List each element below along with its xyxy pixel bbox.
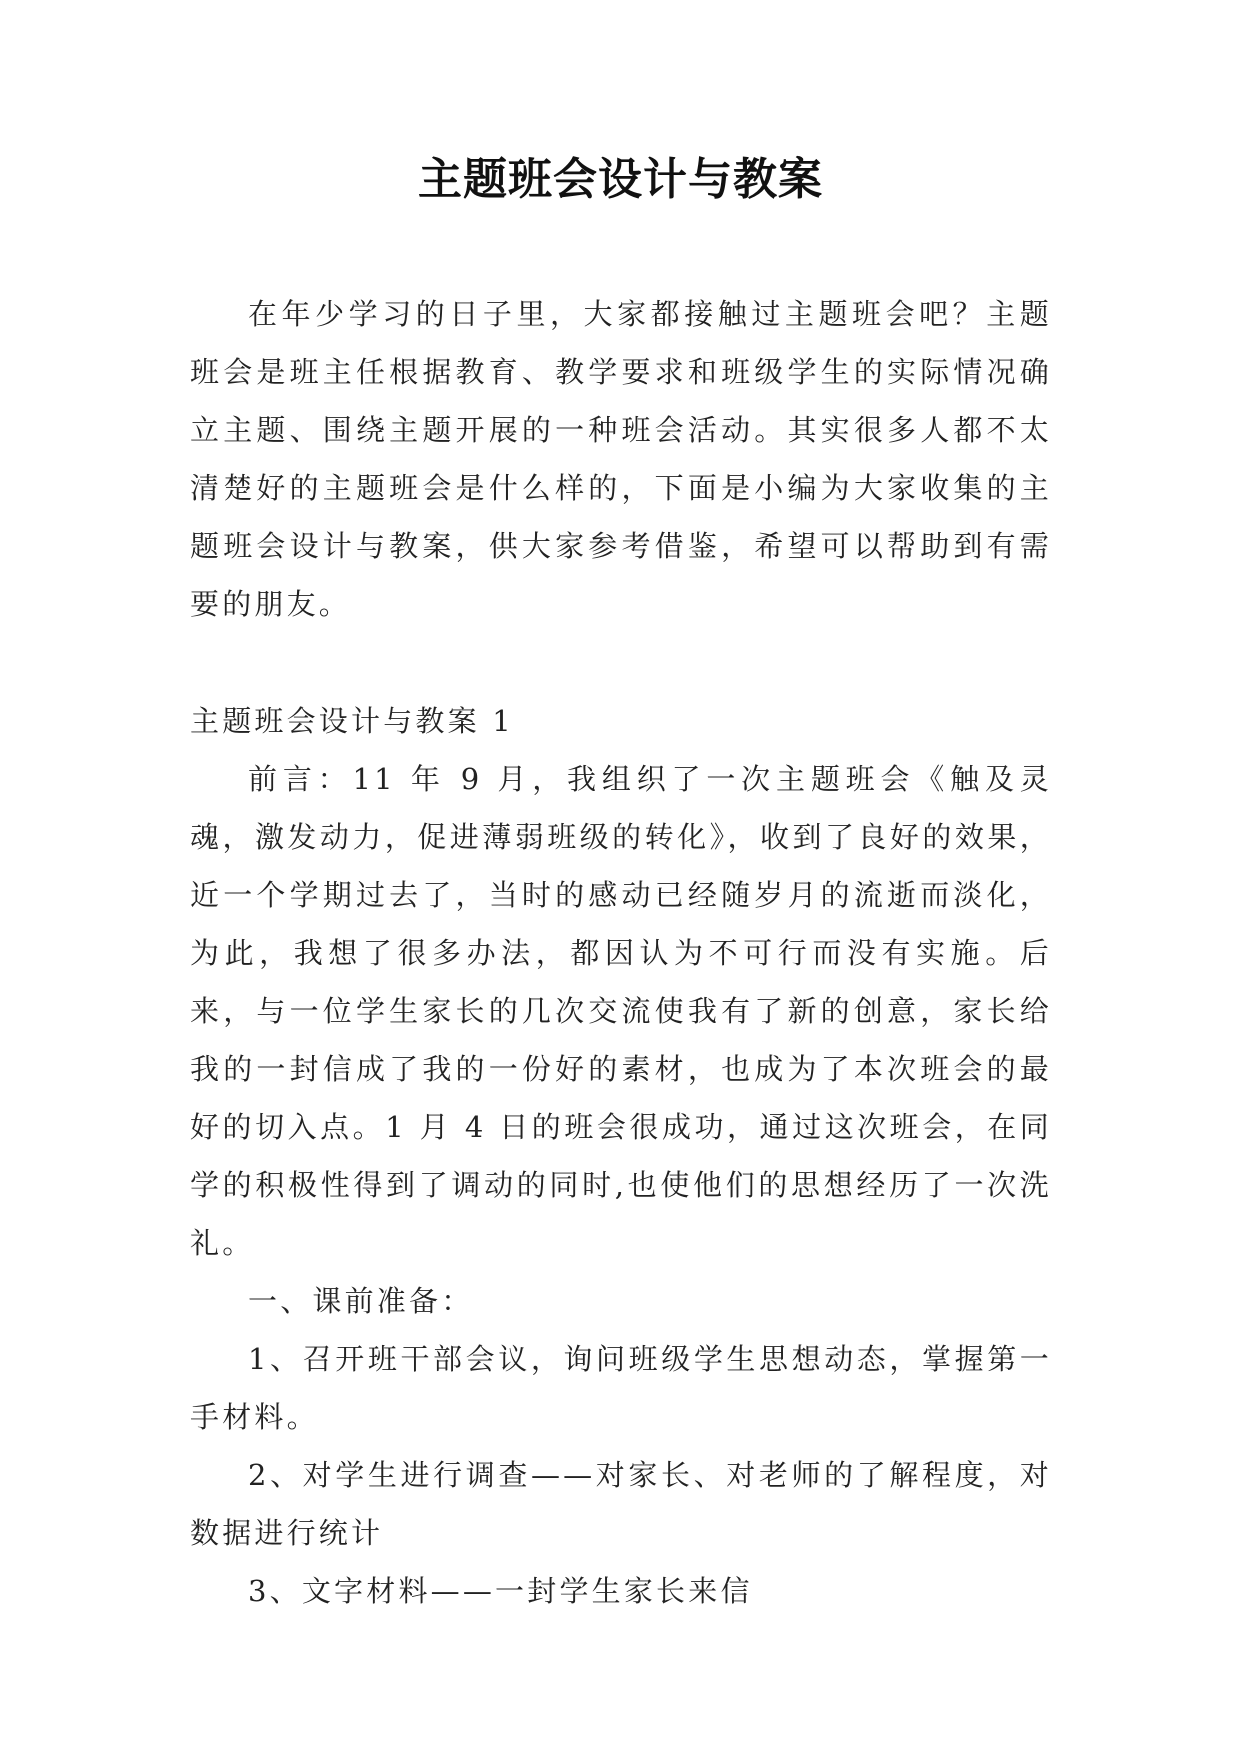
intro-paragraph: 在年少学习的日子里，大家都接触过主题班会吧？主题班会是班主任根据教育、教学要求和班级学生的实际情况确立主题、围绕主题开展的一种班会活动。其实很多人都不太清楚好的主题班会是什么样的，下面是小编为大家收集的主题班会设计与教案，供大家参考借鉴，希望可以帮助到有需要的朋友。: [190, 297, 1052, 621]
intro-section: [190, 285, 1052, 633]
preparation-heading: 一、课前准备：: [248, 1284, 474, 1318]
section-heading: 主题班会设计与教案 1: [190, 704, 514, 738]
preparation-item-1: 1、召开班干部会议，询问班级学生思想动态，掌握第一手材料。: [190, 1342, 1052, 1434]
preface-paragraph: 前言：11 年 9 月，我组织了一次主题班会《触及灵魂，激发动力，促进薄弱班级的转化》，收到了良好的效果，近一个学期过去了，当时的感动已经随岁月的流逝而淡化，为此，我想了很多办法，都因认为不可行而没有实施。后来，与一位学生家长的几次交流使我有了新的创意，家长给我的一封信成了我的一份好的素材，也成为了本次班会的最好的切入点。1 月 4 日的班会很成功，通过这次班会，在同学的积极性得到了调动的同时,也使他们的思想经历了一次洗礼。: [190, 762, 1052, 1260]
preparation-item-3: 3、文字材料——一封学生家长来信: [248, 1574, 753, 1608]
preparation-item-2: 2、对学生进行调查——对家长、对老师的了解程度，对数据进行统计: [190, 1458, 1052, 1550]
lesson-plan-section: [190, 692, 1052, 1620]
document-title: 主题班会设计与教案: [418, 154, 823, 205]
